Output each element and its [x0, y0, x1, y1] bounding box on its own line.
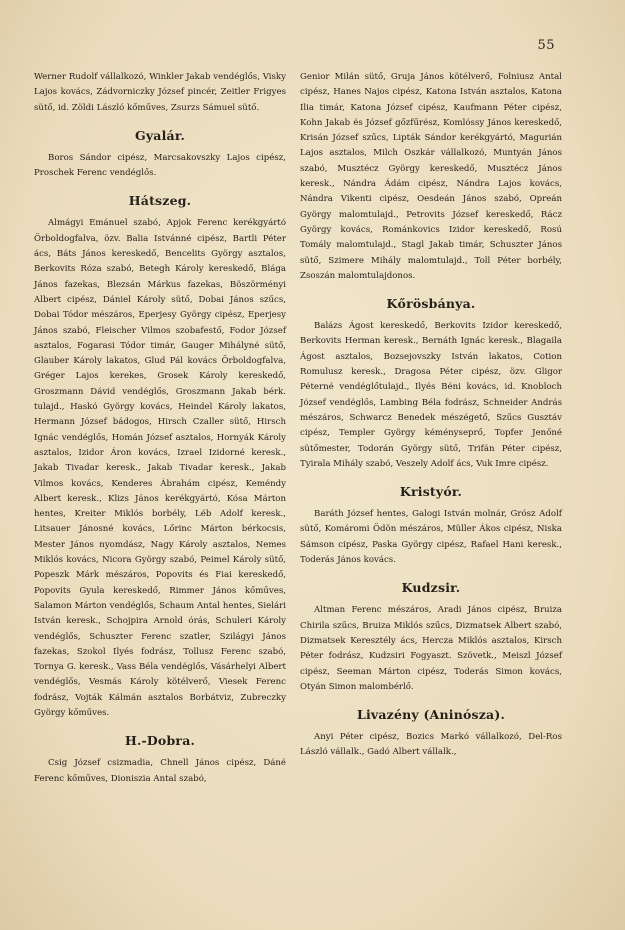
right-block-0: [300, 70, 562, 284]
section-text: Csig József csizmadia, Chnell János cipész, Dáné Ferenc kőműves, Dioniszia Antal szabó,: [34, 758, 286, 784]
section-hatszeg: [34, 193, 286, 721]
section-text: Altman Ferenc mészáros, Aradi János cipész, Bruiza Chirila szűcs, Bruiza Miklós szűcs, Dizmatsek Albert szabó, Dizmatsek Keresztély ács, Hercza Miklós asztalos, Kirsch Péter fodrász, Kudzsiri Fogyaszt. Szövetk., Meiszl József cipész, Seeman Márton cipész, Toderás Simon kovács, Otyán Simon malombérlő.: [300, 605, 562, 692]
section-heading: Gyalár.: [134, 127, 186, 143]
section-text: Anyi Péter cipész, Bozics Markó vállalkozó, Del-Ros László vállalk., Gadó Albert vállalk.,: [300, 732, 562, 758]
right-column: [300, 70, 562, 761]
section-heading: Livazény (Aninósza).: [356, 707, 506, 723]
page-number: 55: [537, 38, 555, 53]
section-heading: H.-Dobra.: [124, 733, 196, 749]
section-korosbanya: [300, 296, 562, 472]
section-heading: Hátszeg.: [128, 193, 192, 209]
section-text: Balázs Ágost kereskedő, Berkovits Izidor kereskedő, Berkovits Herman keresk., Bernáth Ignác keresk., Blagaila Ágost asztalos, Bozsejovszky István lakatos, Cotion Romulusz keresk., Dragosa Péter cipész, özv. Gligor Péterné vendéglőtulajd., Ilyés Béni kovács, id. Knobloch József vendéglős, Lambing Béla fodrász, Schneider András mészáros, Schwarcz Benedek mészégető, Szűcs Gusztáv cipész, Templer György kéményseprő, Topfer Jenőné sütőmester, Todorán György sütő, Trifán Péter cipész, Tyirala Mihály szabó, Veszely Adolf ács, Vuk Imre cipész.: [300, 321, 562, 469]
section-heading: Kristyór.: [399, 484, 463, 500]
section-text: Almágyi Emánuel szabó, Apjok Ferenc kerékgyártó Örboldogfalva, özv. Balia Istvánné cipész, Bartli Péter ács, Báts János kereskedő, Bencelits György asztalos, Berkovits Róza szabó, Betegh Károly kereskedő, Blága János fazekas, Blezsán Márkus fazekas, Böszörményi Albert cipész, Dániel Károly sütő, Dobai János szűcs, Dobai Tódor mészáros, Eperjesy György cipész, Eperjesy János szabó, Fleischer Vilmos szobafestő, Fodor József asztalos, Fogarasi Tódor timár, Gauger Mihályné sütő, Glauber Károly lakatos, Glud Pál kovács Örboldogfalva, Gréger Lajos kerekes, Grosek Károly kereskedő, Groszmann Dávid vendéglős, Groszmann Jakab bérk. tulajd., Haskó György kovács, Heindel Károly lakatos, Hermann József bádogos, Hirsch Czaller sütő, Hirsch Ignác vendéglős, Homán József asztalos, Hornyák Károly asztalos, Izidor Áron kovács, Izrael Izidorné keresk., Jakab Tivadar keresk., Jakab Tivadar keresk., Jakab Vilmos kovács, Kenderes Ábrahám cipész, Keméndy Albert keresk., Klizs János kerékgyártó, Kósa Márton hentes, Kreiter Miklós borbély, Léb Adolf keresk., Litsauer Jánosné kovács, Lőrinc Márton bérkocsis, Mester János nyomdász, Nagy Károly asztalos, Nemes Miklós kovács, Nicora György szabó, Peimel Károly sütő, Popeszk Márk mészáros, Popovits és Fiai kereskedő, Popovits Gyula kereskedő, Rimmer János kőműves, Salamon Márton vendéglős, Schaum Antal hentes, Sielári István keresk., Schojpira Arnold órás, Schuleri Károly vendéglős, Schuszter Ferenc szatler, Szilágyi János fazekas, Szokol Ilyés fodrász, Tollusz Ferenc szabó, Tornya G. keresk., Vass Béla vendéglős, Vásárhelyi Albert vendéglős, Vesmás Károly kötélverő, Viesek Ferenc fodrász, Vojták Kálmán asztalos Borbátviz, Zubreczky György kőműves.: [34, 218, 286, 718]
continued-text: Genior Milán sütő, Gruja János kötélverő, Folniusz Antal cipész, Hanes Najos cipész, Katona István asztalos, Katona Ilia timár, Katona József cipész, Kaufmann Péter cipész, Kohn Jakab és József gőzfűrész, Komlóssy János kereskedő, Krisán József szűcs, Lipták Sándor kerékgyártó, Magurián Lajos asztalos, Milch Oszkár vállalkozó, Muntyán János szabó, Musztécz György kereskedő, Musztécz János keresk., Nándra Ádám cipész, Nándra Lajos kovács, Nándra Vikenti cipész, Oesdeán János szabó, Opreán György malomtulajd., Petrovits József kereskedő, Rácz György kovács, Románkovics Izidor kereskedő, Rosú Tomály malomtulajd., Stagl Jakab timár, Schuszter János sütő, Szimere Mihály malomtulajd., Toll Péter borbély, Zsoszán malomtulajdonos.: [300, 72, 562, 281]
section-livazeny: [300, 707, 562, 761]
section-gyalar: [34, 128, 286, 182]
left-column: [34, 70, 286, 787]
continued-text: Werner Rudolf vállalkozó, Winkler Jakab vendéglős, Visky Lajos kovács, Zádvorniczky József pincér, Zeitler Frigyes sütő, id. Zöldi László kőműves, Zsurzs Sámuel sütő.: [34, 72, 286, 113]
left-block-0: [34, 70, 286, 116]
section-heading: Kőrösbánya.: [386, 296, 476, 312]
section-text: Baráth József hentes, Galogi István molnár, Grósz Adolf sütő, Komáromi Ödön mészáros, Müller Ákos cipész, Niska Sámson cipész, Paska György cipész, Rafael Hani keresk., Toderás János kovács.: [300, 509, 562, 566]
section-kristyor: [300, 484, 562, 568]
section-heading: Kudzsir.: [401, 580, 461, 596]
section-h-dobra: [34, 733, 286, 787]
section-text: Boros Sándor cipész, Marcsakovszky Lajos cipész, Proschek Ferenc vendéglős.: [34, 152, 286, 179]
section-kudzsir: [300, 580, 562, 695]
